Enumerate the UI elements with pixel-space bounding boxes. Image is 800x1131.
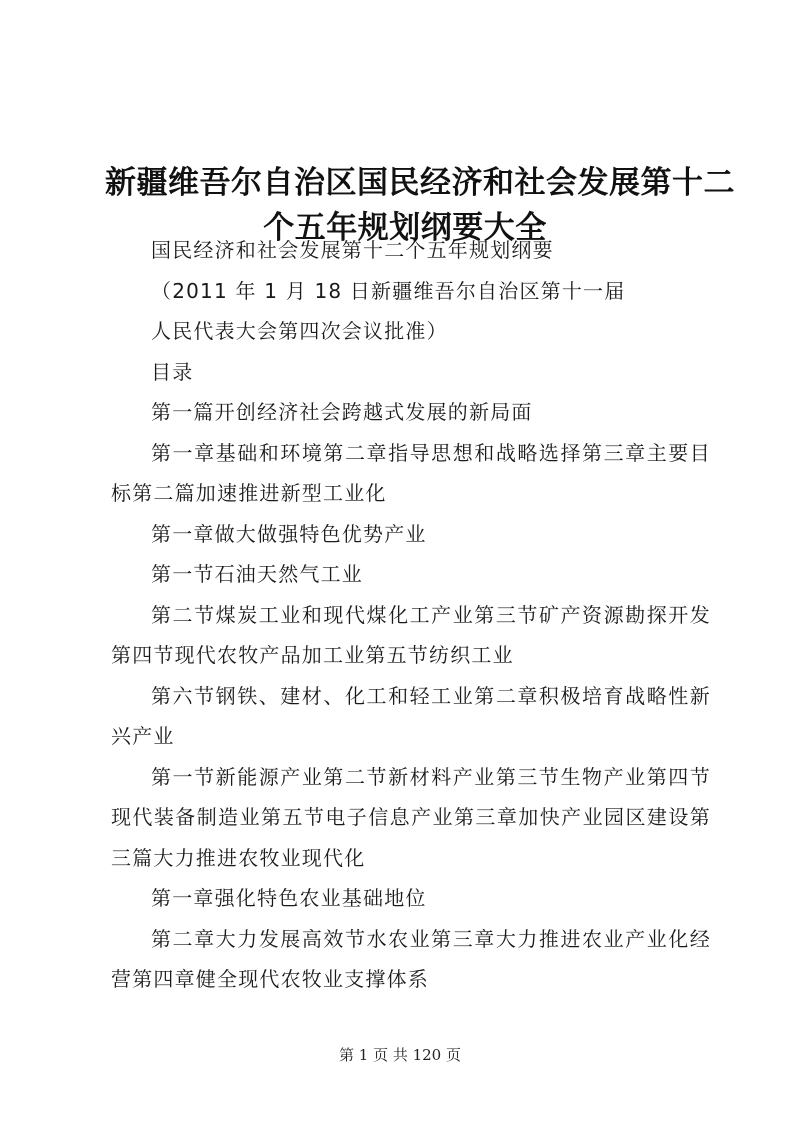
- toc-paragraph: 第一章基础和环境第二章指导思想和战略选择第三章主要目标第二篇加速推进新型工业化: [111, 440, 711, 505]
- toc-paragraph: 第二节煤炭工业和现代煤化工产业第三节矿产资源勘探开发第四节现代农牧产品加工业第五节纺织工业: [111, 602, 711, 667]
- document-body: [111, 230, 711, 1000]
- toc-paragraph: 第六节钢铁、建材、化工和轻工业第二章积极培育战略性新兴产业: [111, 683, 711, 748]
- table-of-contents-heading: 目录: [151, 359, 194, 384]
- subtitle-paragraph: 国民经济和社会发展第十二个五年规划纲要: [151, 238, 554, 262]
- toc-paragraph: 第一节新能源产业第二节新材料产业第三节生物产业第四节现代装备制造业第五节电子信息产业第三章加快产业园区建设第三篇大力推进农牧业现代化: [111, 764, 711, 870]
- approval-note-line-1: （2011 年 1 月 18 日新疆维吾尔自治区第十一届: [151, 278, 626, 303]
- approval-note-line-2: 人民代表大会第四次会议批准）: [151, 319, 448, 343]
- title-line-1: 新疆维吾尔自治区国民经济和社会发展第十二: [105, 164, 735, 201]
- toc-paragraph: 第二章大力发展高效节水农业第三章大力推进农业产业化经营第四章健全现代农牧业支撑体系: [111, 926, 711, 991]
- page-footer: 第 1 页 共 120 页: [338, 1046, 461, 1064]
- toc-paragraph: 第一章强化特色农业基础地位: [151, 886, 427, 910]
- title-line-2: 个五年规划纲要大全: [263, 209, 547, 246]
- toc-paragraph: 第一章做大做强特色优势产业: [151, 521, 427, 546]
- toc-paragraph: 第一篇开创经济社会跨越式发展的新局面: [151, 400, 533, 424]
- toc-paragraph: 第一节石油天然气工业: [151, 562, 363, 586]
